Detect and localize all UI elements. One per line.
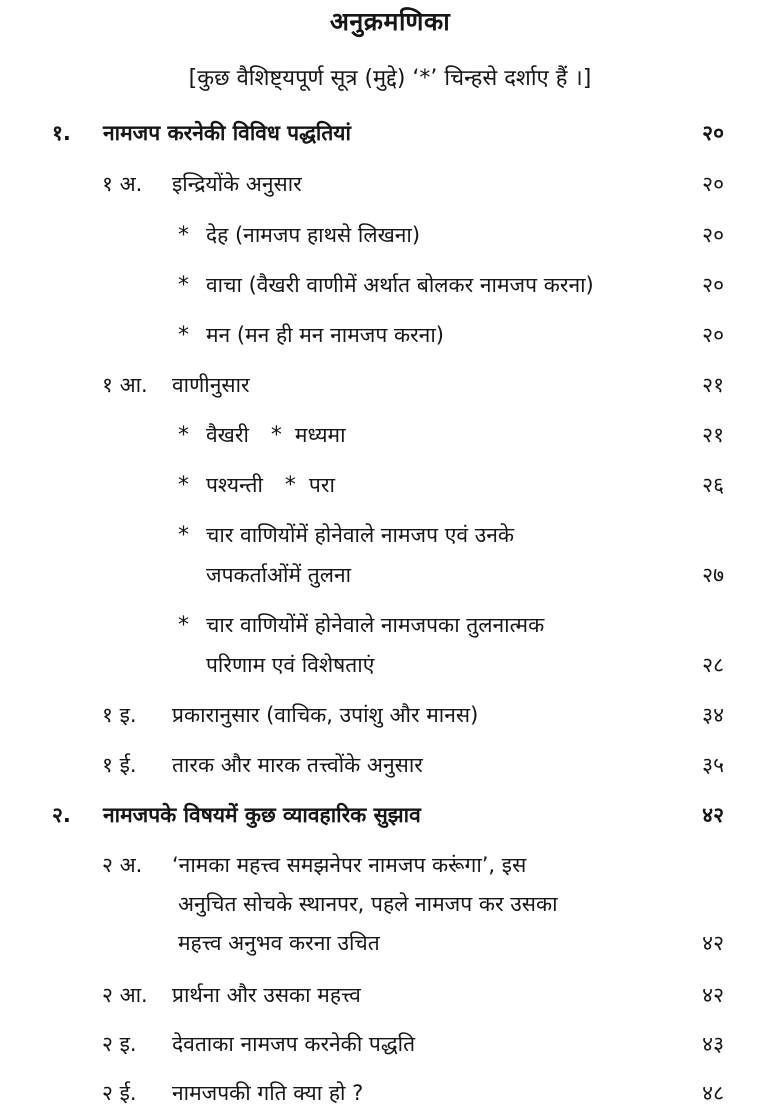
- page-number: २०: [702, 172, 724, 196]
- entry-text: इन्द्रियोंके अनुसार: [172, 172, 302, 196]
- entry-text: मन (मन ही मन नामजप करना): [206, 323, 444, 347]
- page-number: २६: [702, 473, 724, 497]
- entry-text-line2: परिणाम एवं विशेषताएं: [206, 653, 375, 677]
- entry-text: प्रकारानुसार (वाचिक, उपांशु और मानस): [172, 703, 479, 727]
- entry-text: वाचा (वैखरी वाणीमें अर्थात बोलकर नामजप करना): [206, 273, 594, 297]
- asterisk-icon: *: [178, 423, 189, 448]
- page-number: २०: [702, 273, 724, 297]
- entry-number: २ ई.: [102, 1081, 137, 1105]
- entry-text: तारक और मारक तत्त्वोंके अनुसार: [172, 753, 423, 777]
- entry-text: वैखरी: [206, 423, 249, 447]
- page-number: ४८: [702, 1081, 724, 1105]
- asterisk-icon: *: [178, 473, 189, 498]
- entry-number: १ इ.: [102, 703, 137, 727]
- entry-text: देवताका नामजप करनेकी पद्धति: [172, 1032, 416, 1056]
- asterisk-icon: *: [178, 323, 189, 348]
- page-number: २१: [702, 423, 724, 447]
- page-number: ३५: [702, 753, 724, 777]
- entry-text-line3: महत्त्व अनुभव करना उचित: [178, 931, 380, 955]
- asterisk-icon: *: [178, 273, 189, 298]
- page-number: २०: [702, 121, 724, 145]
- toc-note: [कुछ वैशिष्ट्यपूर्ण सूत्र (मुद्दे) ‘*’ चिन्हसे दर्शाए हैं ।]: [188, 66, 592, 91]
- page-number: २७: [702, 563, 724, 587]
- entry-text: चार वाणियोंमें होनेवाले नामजपका तुलनात्मक: [206, 613, 545, 637]
- page-number: ४२: [702, 931, 724, 955]
- entry-number: १ ई.: [102, 753, 137, 777]
- asterisk-icon: *: [178, 613, 189, 638]
- asterisk-icon: *: [270, 423, 282, 448]
- page-number: २०: [702, 223, 724, 247]
- page-number: ४२: [702, 803, 724, 827]
- page-number: ४२: [702, 983, 724, 1007]
- entry-number: १ आ.: [102, 373, 148, 397]
- entry-text-secondary: मध्यमा: [294, 423, 346, 447]
- entry-text: वाणीनुसार: [172, 373, 250, 397]
- entry-number: २ आ.: [102, 983, 148, 1007]
- entry-text: ‘नामका महत्त्व समझनेपर नामजप करूंगा’, इस: [172, 853, 527, 877]
- entry-text: नामजप करनेकी विविध पद्धतियां: [103, 121, 351, 145]
- entry-text: प्रार्थना और उसका महत्त्व: [172, 983, 361, 1007]
- entry-number: २ इ.: [102, 1032, 137, 1056]
- entry-text-line2: अनुचित सोचके स्थानपर, पहले नामजप कर उसका: [178, 892, 558, 916]
- toc-title: अनुक्रमणिका: [329, 7, 451, 36]
- page-number: २८: [702, 653, 724, 677]
- entry-text-line2: जपकर्ताओंमें तुलना: [206, 563, 352, 587]
- entry-number: १.: [52, 121, 71, 145]
- page-number: ४३: [702, 1032, 724, 1056]
- entry-number: २ अ.: [102, 853, 143, 877]
- page-number: २०: [702, 323, 724, 347]
- asterisk-icon: *: [178, 523, 189, 548]
- entry-text-secondary: परा: [308, 473, 335, 497]
- page-number: २१: [702, 373, 724, 397]
- asterisk-icon: *: [284, 473, 296, 498]
- entry-text: पश्यन्ती: [206, 473, 263, 497]
- page-number: ३४: [702, 703, 724, 727]
- asterisk-icon: *: [178, 223, 189, 248]
- entry-text: नामजपकी गति क्या हो ?: [172, 1081, 364, 1105]
- entry-number: २.: [52, 803, 71, 827]
- entry-text: चार वाणियोंमें होनेवाले नामजप एवं उनके: [206, 523, 514, 547]
- entry-number: १ अ.: [102, 172, 143, 196]
- entry-text: देह (नामजप हाथसे लिखना): [206, 223, 421, 247]
- entry-text: नामजपके विषयमें कुछ व्यावहारिक सुझाव: [103, 803, 421, 827]
